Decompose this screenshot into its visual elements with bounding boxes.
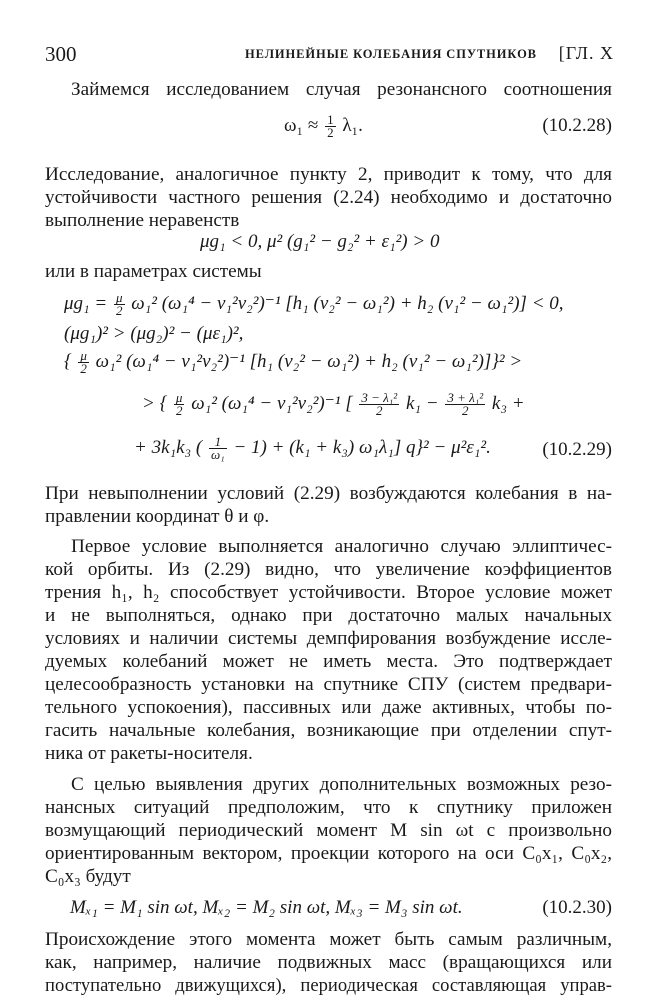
text-line: нансных ситуаций предположим, что к спутнику приложен — [45, 797, 612, 818]
text-line: ориентированным вектором, проекции которого на оси C₀x₁, C₀x₂, — [45, 843, 612, 864]
fraction-denominator: 2 — [175, 403, 183, 419]
eq-part: μg₁ = — [64, 293, 108, 314]
system-line-2: (μg₁)² > (μg₂)² − (με₁)², — [64, 323, 244, 344]
page-number: 300 — [45, 42, 77, 66]
eq-part: + 3k₁k₃ ( — [134, 437, 203, 458]
eq-part: k₃ + — [491, 393, 525, 414]
text-line: трения h₁, h₂ способствует устойчивости. Второе условие может — [45, 582, 612, 603]
equation-10-2-28 — [284, 114, 363, 139]
text-line: гасить начальные колебания, возникающие при отделении спут- — [45, 720, 612, 741]
system-line-3 — [64, 350, 522, 375]
text-line: кой орбиты. Из (2.29) видно, что увеличение коэффициентов — [45, 559, 612, 580]
fraction-numerator: 3 + λ₁² — [447, 390, 484, 406]
text-line: устойчивости частного решения (2.24) необходимо и достаточно — [45, 187, 612, 208]
text-line: Первое условие выполняется аналогично случаю эллиптичес- — [71, 536, 612, 557]
equation-number: (10.2.28) — [542, 115, 612, 136]
system-line-5 — [134, 436, 491, 461]
eq-rhs: λ₁. — [342, 115, 363, 136]
text-line: и не выполняться, однако при достаточно малых начальных — [45, 605, 612, 626]
text-line: С целью выявления других дополнительных возможных резо- — [71, 774, 612, 795]
inequality-line: μg₁ < 0, μ² (g₁² − g₂² + ε₁²) > 0 — [200, 231, 440, 252]
running-title: НЕЛИНЕЙНЫЕ КОЛЕБАНИЯ СПУТНИКОВ — [245, 47, 537, 61]
eq-part: ω₁² (ω₁⁴ − ν₁²ν₂²)⁻¹ [h₁ (ν₂² − ω₁²) + h₂ (ν₁² − ω₁²)]}² > — [95, 351, 523, 372]
text-line: Исследование, аналогичное пункту 2, приводит к тому, что для — [45, 164, 612, 185]
text-line: возмущающий периодический момент M sin ωt с произвольно — [45, 820, 612, 841]
fraction-numerator: 1 — [209, 436, 227, 449]
fraction-denominator: 2 — [376, 403, 383, 419]
text-line: ника от ракеты-носителя. — [45, 743, 253, 764]
fraction-denominator: 2 — [327, 125, 334, 141]
fraction-denominator: 2 — [115, 303, 123, 319]
eq-part: { — [64, 351, 72, 372]
eq-part: > { — [142, 393, 168, 414]
fraction-numerator: μ — [80, 348, 87, 364]
eq-lhs: ω₁ ≈ — [284, 115, 319, 136]
fraction — [359, 392, 399, 417]
eq-part: ω₁² (ω₁⁴ − ν₁²ν₂²)⁻¹ [ — [191, 393, 353, 414]
eq-part: k₁ − — [405, 393, 439, 414]
text-line: выполнение неравенств — [45, 210, 240, 231]
text-line: условиях и наличии системы демпфирования возбуждение иссле- — [45, 628, 612, 649]
text-line: или в параметрах системы — [45, 261, 262, 282]
equation-number: (10.2.30) — [542, 897, 612, 918]
running-header — [45, 42, 614, 66]
fraction — [114, 292, 125, 317]
text-line: C₀x₃ будут — [45, 866, 131, 887]
fraction — [445, 392, 485, 417]
fraction — [78, 350, 89, 375]
text-line: тельного успокоения), пассивных или даже активных, чтобы по- — [45, 697, 612, 718]
text-line: как, например, наличие подвижных масс (вращающихся или — [45, 952, 612, 973]
equation-10-2-30: Mₓ₁ = M₁ sin ωt, Mₓ₂ = M₂ sin ωt, Mₓ₃ = M₃ sin ωt. — [70, 897, 463, 918]
fraction-denominator: ω₁ — [210, 447, 225, 463]
text-line: поступательно движущихся), периодическая составляющая управ- — [45, 975, 612, 996]
text-line: При невыполнении условий (2.29) возбуждаются колебания в на- — [45, 483, 612, 504]
system-line-1 — [64, 292, 564, 317]
fraction — [209, 436, 227, 461]
fraction-numerator: μ — [115, 290, 123, 306]
text-line: Происхождение этого момента может быть самым различным, — [45, 929, 612, 950]
fraction-denominator: 2 — [461, 403, 469, 419]
fraction — [174, 392, 185, 417]
chapter-label: [ГЛ. X — [558, 43, 614, 63]
system-line-4 — [142, 392, 525, 417]
fraction-numerator: 3 − λ₁² — [361, 390, 398, 406]
fraction-denominator: 2 — [80, 361, 87, 377]
equation-number: (10.2.29) — [542, 439, 612, 460]
fraction-numerator: 1 — [327, 112, 334, 128]
fraction-numerator: μ — [175, 390, 183, 406]
eq-part: − 1) + (k₁ + k₃) ω₁λ₁] q}² − μ²ε₁². — [233, 437, 491, 458]
fraction — [325, 114, 336, 139]
text-line: правлении координат θ и φ. — [45, 506, 270, 527]
eq-part: ω₁² (ω₁⁴ − ν₁²ν₂²)⁻¹ [h₁ (ν₂² − ω₁²) + h₂ (ν₁² − ω₁²)] < 0, — [131, 293, 564, 314]
text-line: целесообразность установки на спутнике СПУ (систем предвари- — [45, 674, 612, 695]
text-line: Займемся исследованием случая резонансного соотношения — [71, 79, 612, 100]
text-line: дуемых колебаний может не иметь места. Это подтверждает — [45, 651, 612, 672]
